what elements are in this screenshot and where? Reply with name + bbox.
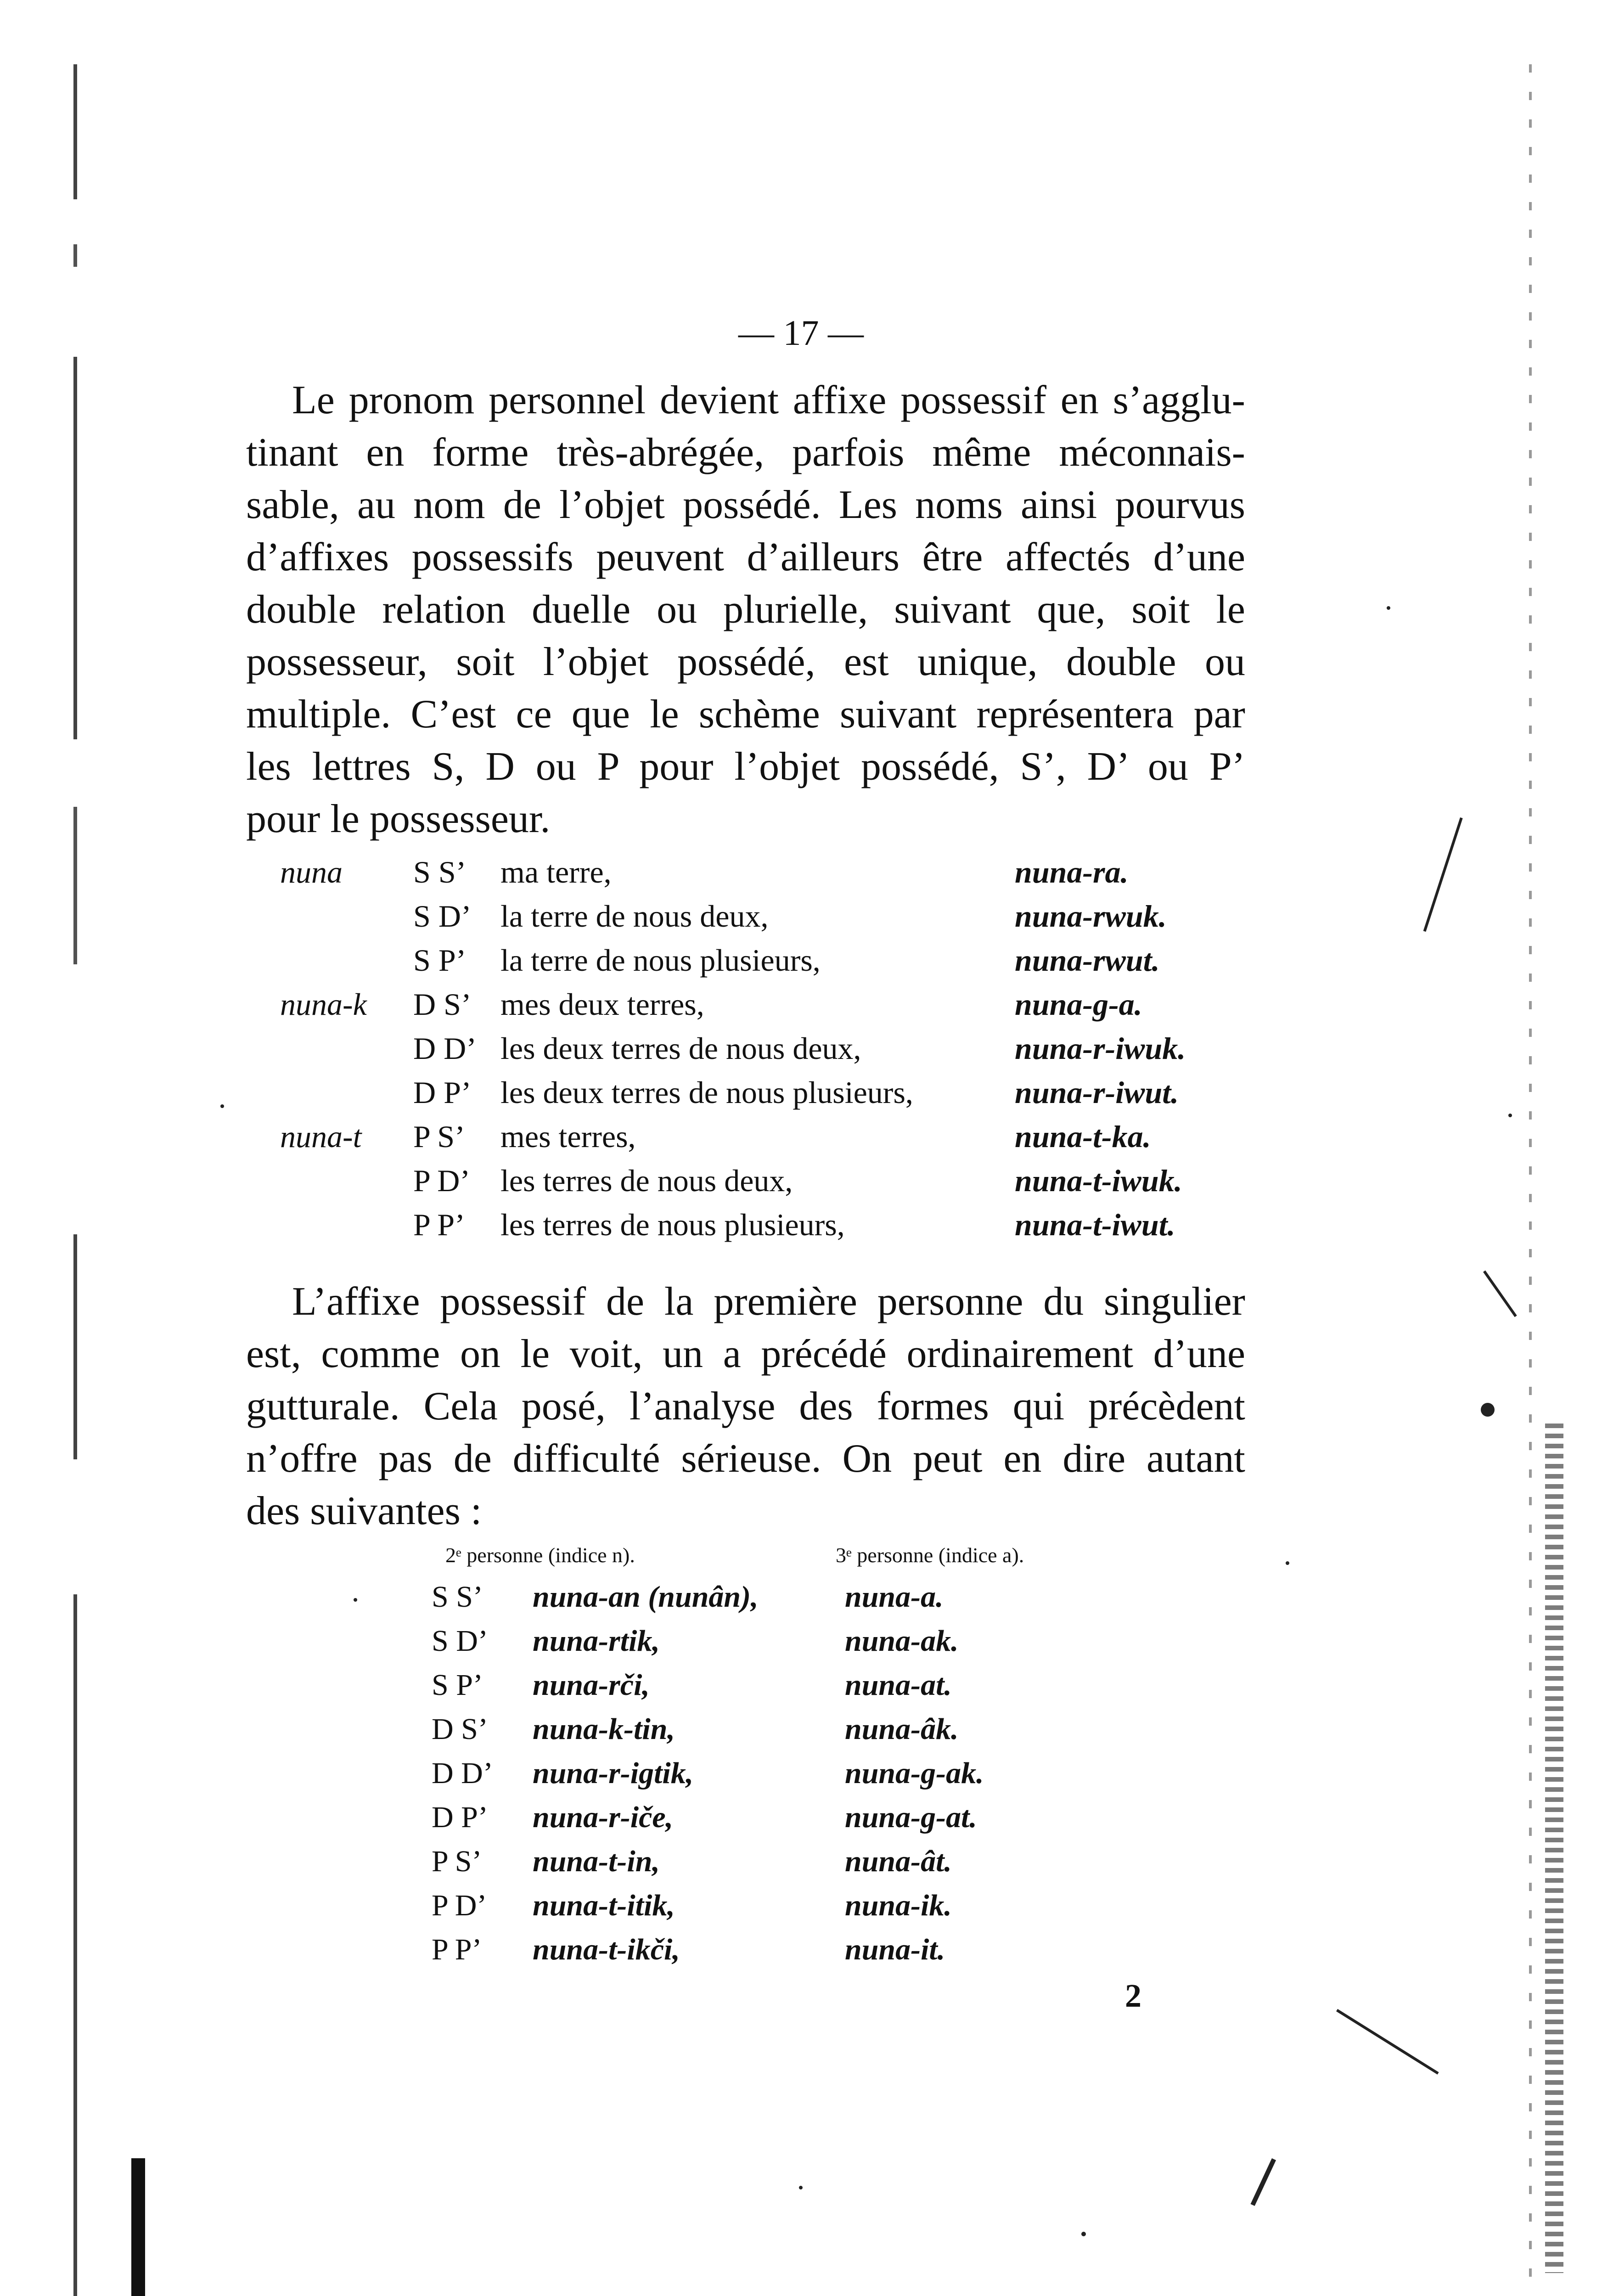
second-person-form: nuna-r-iče, <box>533 1801 674 1834</box>
noun-form: nuna <box>280 855 343 889</box>
third-person-form: nuna-it. <box>845 1933 945 1966</box>
inflected-form: nuna-rwuk. <box>1015 899 1167 934</box>
french-gloss: mes deux terres, <box>500 987 704 1022</box>
second-person-form: nuna-r-igtik, <box>533 1756 694 1790</box>
inflected-form: nuna-r-iwut. <box>1015 1075 1179 1110</box>
table-row <box>280 1119 1272 1163</box>
table-row <box>432 1800 1120 1844</box>
noun-form: nuna-t <box>280 1119 362 1154</box>
inflected-form: nuna-r-iwuk. <box>1015 1031 1186 1066</box>
second-person-form: nuna-t-ikči, <box>533 1933 680 1966</box>
relation-code: P P’ <box>413 1207 465 1242</box>
stray-mark <box>1336 2009 1439 2075</box>
second-person-form: nuna-t-itik, <box>533 1889 675 1922</box>
relation-code: S D’ <box>413 899 472 934</box>
inflected-form: nuna-g-a. <box>1015 987 1142 1022</box>
table-row <box>432 1712 1120 1756</box>
relation-code: S S’ <box>432 1580 483 1614</box>
table-row <box>280 986 1272 1030</box>
table-row <box>432 1888 1120 1932</box>
text-line: tinant en forme très-abrégée, parfois même méconnais- <box>246 430 1245 475</box>
third-person-form: nuna-g-at. <box>845 1801 977 1834</box>
second-person-form: nuna-k-tin, <box>533 1712 675 1746</box>
table-row <box>280 898 1272 942</box>
text-line: d’affixes possessifs peuvent d’ailleurs être affectés d’une <box>246 535 1245 580</box>
table-row <box>280 854 1272 898</box>
second-person-form: nuna-rči, <box>533 1668 650 1702</box>
relation-code: D P’ <box>413 1075 472 1110</box>
relation-code: D P’ <box>432 1801 488 1834</box>
left-binding-shadow <box>131 2158 145 2296</box>
third-person-form: nuna-a. <box>845 1580 944 1614</box>
third-person-form: nuna-ik. <box>845 1889 952 1922</box>
relation-code: S S’ <box>413 855 467 889</box>
right-page-edge <box>1529 64 1532 2296</box>
table-row <box>280 1030 1272 1075</box>
french-gloss: les terres de nous deux, <box>500 1163 793 1198</box>
inflected-form: nuna-t-iwuk. <box>1015 1163 1182 1198</box>
right-page-edge-lower <box>1545 1424 1563 2273</box>
third-person-form: nuna-at. <box>845 1668 952 1702</box>
text-line: Le pronom personnel devient affixe possessif en s’agglu- <box>292 378 1245 422</box>
text-line: n’offre pas de difficulté sérieuse. On peut en dire autant <box>246 1436 1245 1481</box>
french-gloss: mes terres, <box>500 1119 636 1154</box>
text-line: L’affixe possessif de la première personne du singulier <box>292 1279 1245 1324</box>
relation-code: S P’ <box>413 943 467 978</box>
stray-mark <box>1483 1271 1517 1317</box>
french-gloss: les terres de nous plusieurs, <box>500 1207 845 1242</box>
relation-code: S P’ <box>432 1668 483 1702</box>
table-row <box>432 1668 1120 1712</box>
inflected-form: nuna-rwut. <box>1015 943 1160 978</box>
relation-code: D D’ <box>413 1031 477 1066</box>
inflected-form: nuna-t-iwut. <box>1015 1207 1175 1242</box>
paragraph-1 <box>246 374 1245 845</box>
relation-code: D S’ <box>432 1712 488 1746</box>
inflected-form: nuna-t-ka. <box>1015 1119 1151 1154</box>
relation-code: P S’ <box>413 1119 465 1154</box>
third-person-form: nuna-g-ak. <box>845 1756 984 1790</box>
text-line: double relation duelle ou plurielle, suivant que, soit le <box>246 587 1245 632</box>
table-row <box>432 1580 1120 1624</box>
second-person-form: nuna-rtik, <box>533 1624 660 1658</box>
column-header-second-person: 2ᵉ personne (indice n). <box>445 1543 635 1567</box>
second-person-form: nuna-t-in, <box>533 1845 660 1878</box>
text-line: sable, au nom de l’objet possédé. Les noms ainsi pourvus <box>246 483 1245 527</box>
french-gloss: les deux terres de nous deux, <box>500 1031 861 1066</box>
french-gloss: la terre de nous plusieurs, <box>500 943 821 978</box>
table-row <box>432 1844 1120 1888</box>
relation-code: D S’ <box>413 987 472 1022</box>
stray-mark <box>1251 2158 1276 2206</box>
stray-mark <box>1423 817 1463 932</box>
table-row <box>280 1075 1272 1119</box>
french-gloss: les deux terres de nous plusieurs, <box>500 1075 913 1110</box>
table-row <box>432 1624 1120 1668</box>
table-row <box>280 1163 1272 1207</box>
table-row <box>432 1932 1120 1976</box>
third-person-form: nuna-ak. <box>845 1624 959 1658</box>
text-line: gutturale. Cela posé, l’analyse des formes qui précèdent <box>246 1384 1245 1429</box>
french-gloss: la terre de nous deux, <box>500 899 769 934</box>
table-row <box>280 1207 1272 1251</box>
column-header-third-person: 3ᵉ personne (indice a). <box>836 1543 1024 1567</box>
text-line: pour le possesseur. <box>246 797 551 841</box>
table-row <box>432 1756 1120 1800</box>
text-line: les lettres S, D ou P pour l’objet possédé, S’, D’ ou P’ <box>246 744 1245 789</box>
page-number: — 17 — <box>738 313 864 353</box>
text-line: possesseur, soit l’objet possédé, est unique, double ou <box>246 640 1245 684</box>
inflected-form: nuna-ra. <box>1015 855 1129 889</box>
relation-code: P D’ <box>432 1889 487 1922</box>
relation-code: P D’ <box>413 1163 471 1198</box>
third-person-form: nuna-âk. <box>845 1712 959 1746</box>
noun-form: nuna-k <box>280 987 367 1022</box>
french-gloss: ma terre, <box>500 855 612 889</box>
left-binding-edge <box>73 64 77 2296</box>
relation-code: D D’ <box>432 1756 493 1790</box>
second-person-form: nuna-an (nunân), <box>533 1580 759 1614</box>
text-line: multiple. C’est ce que le schème suivant représentera par <box>246 692 1245 737</box>
relation-code: S D’ <box>432 1624 488 1658</box>
text-line: des suivantes : <box>246 1489 482 1533</box>
third-person-form: nuna-ât. <box>845 1845 952 1878</box>
relation-code: P S’ <box>432 1845 482 1878</box>
table-row <box>280 942 1272 986</box>
relation-code: P P’ <box>432 1933 482 1966</box>
text-line: est, comme on le voit, un a précédé ordinairement d’une <box>246 1332 1245 1376</box>
signature-mark: 2 <box>1125 1977 1141 2014</box>
paragraph-2 <box>246 1276 1245 1537</box>
